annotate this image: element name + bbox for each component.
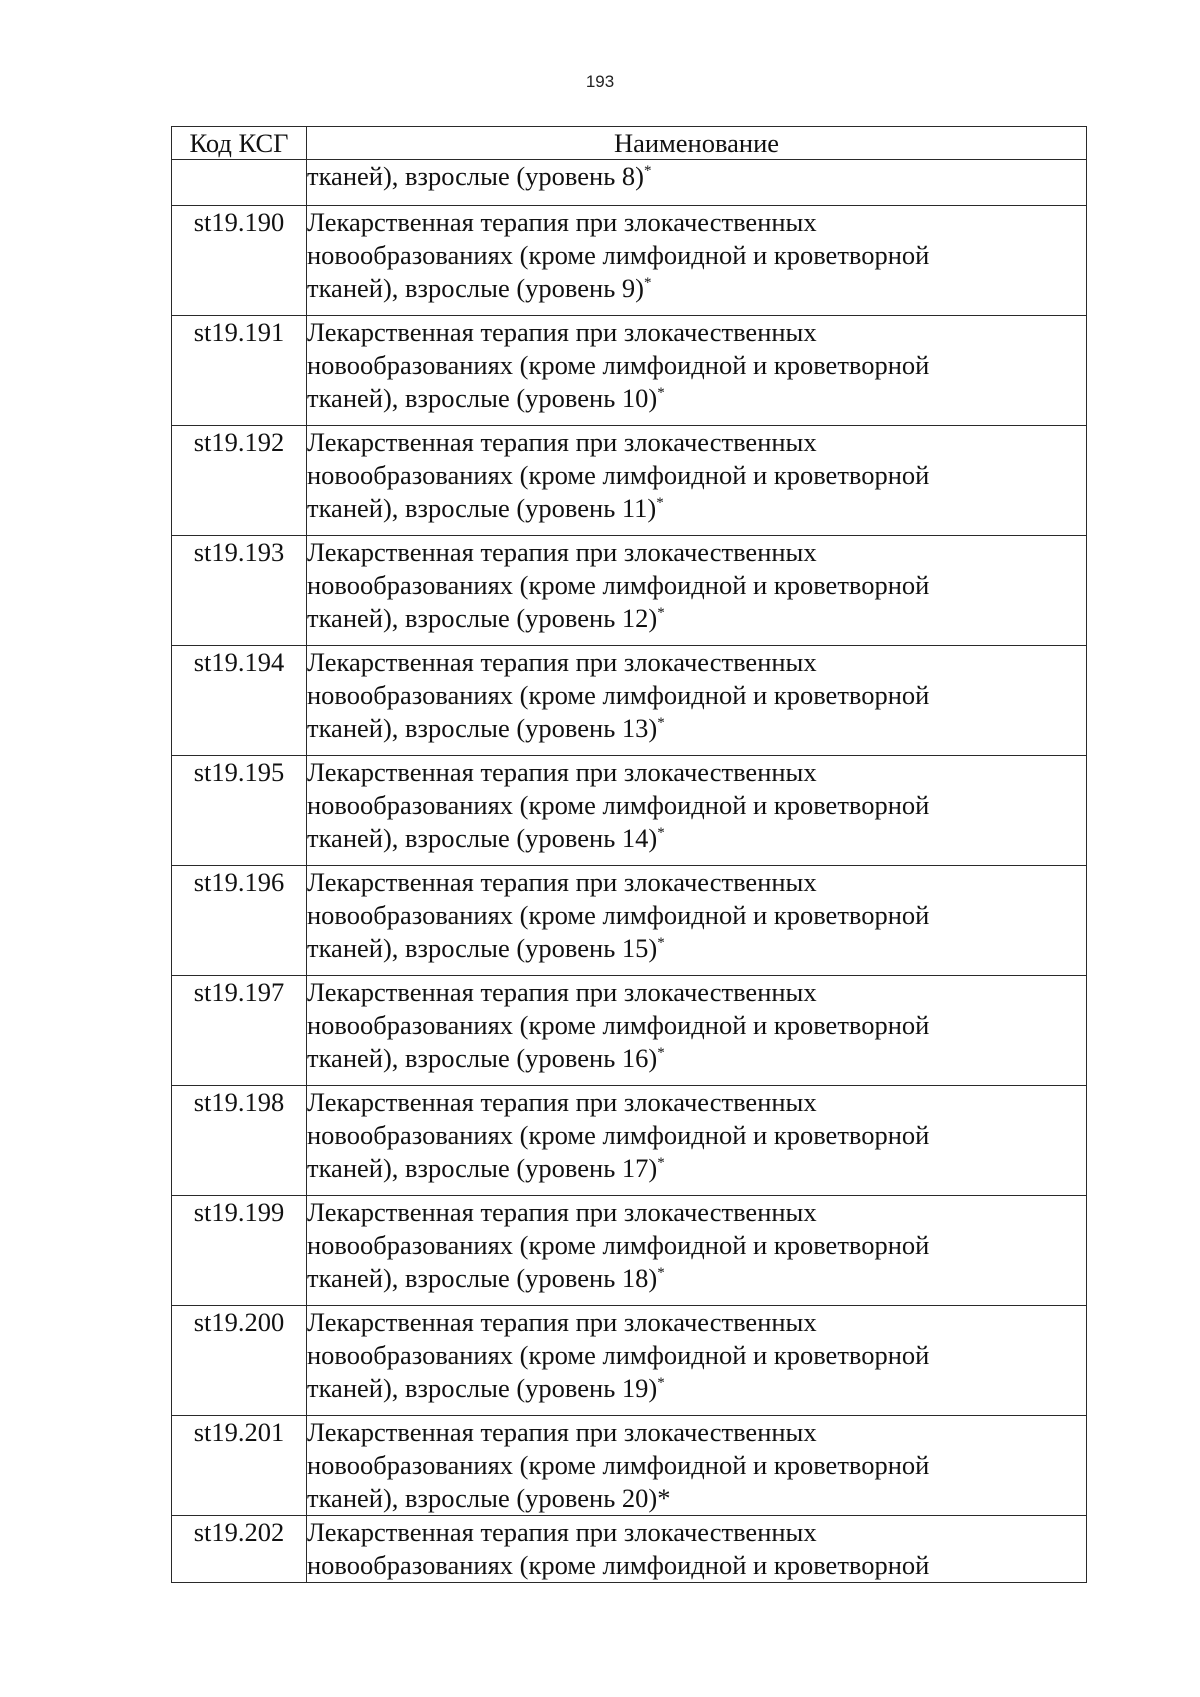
header-name: Наименование (307, 127, 1087, 160)
name-text: Лекарственная терапия при злокачественных (307, 1197, 817, 1227)
name-text: тканей), взрослые (уровень 18) (307, 1263, 658, 1293)
name-cell (307, 866, 1087, 976)
code-cell: st19.196 (172, 866, 307, 976)
name-text: тканей), взрослые (уровень 11) (307, 493, 657, 523)
name-text: Лекарственная терапия при злокачественных (307, 757, 817, 787)
name-text: тканей), взрослые (уровень 14) (307, 823, 658, 853)
name-line (307, 756, 1086, 789)
name-line (307, 1196, 1086, 1229)
code-cell: st19.201 (172, 1416, 307, 1516)
name-line (307, 569, 1086, 602)
table-row (172, 1516, 1087, 1583)
name-line (307, 932, 1086, 965)
name-line (307, 866, 1086, 899)
footnote-mark: * (657, 1265, 665, 1282)
table-row (172, 426, 1087, 536)
code-cell: st19.191 (172, 316, 307, 426)
name-line (307, 976, 1086, 1009)
footnote-mark: * (657, 1375, 665, 1392)
page-number: 193 (585, 72, 615, 91)
name-line (307, 646, 1086, 679)
code-cell: st19.199 (172, 1196, 307, 1306)
table-row (172, 866, 1087, 976)
name-line (307, 1306, 1086, 1339)
name-cell (307, 646, 1087, 756)
name-text: новообразованиях (кроме лимфоидной и кроветворной (307, 1120, 930, 1150)
name-line (307, 1516, 1086, 1549)
name-cell (307, 1306, 1087, 1416)
name-text: новообразованиях (кроме лимфоидной и кроветворной (307, 1010, 930, 1040)
name-text: тканей), взрослые (уровень 15) (307, 933, 658, 963)
name-text: новообразованиях (кроме лимфоидной и кроветворной (307, 1550, 930, 1580)
name-text: тканей), взрослые (уровень 12) (307, 603, 658, 633)
name-line (307, 206, 1086, 239)
name-text: тканей), взрослые (уровень 9) (307, 273, 644, 303)
name-text: тканей), взрослые (уровень 13) (307, 713, 658, 743)
footnote-mark: * (644, 275, 652, 292)
code-cell: st19.194 (172, 646, 307, 756)
name-line (307, 1042, 1086, 1075)
name-line (307, 899, 1086, 932)
name-line (307, 1549, 1086, 1582)
name-line (307, 602, 1086, 635)
name-text: новообразованиях (кроме лимфоидной и кроветворной (307, 240, 930, 270)
name-line (307, 1009, 1086, 1042)
name-line (307, 1416, 1086, 1449)
name-text: тканей), взрослые (уровень 8) (307, 161, 644, 191)
name-cell (307, 536, 1087, 646)
name-text: Лекарственная терапия при злокачественных (307, 317, 817, 347)
name-text: Лекарственная терапия при злокачественных (307, 977, 817, 1007)
name-text: Лекарственная терапия при злокачественных (307, 1307, 817, 1337)
name-text: Лекарственная терапия при злокачественных (307, 867, 817, 897)
name-cell (307, 756, 1087, 866)
table-row (172, 756, 1087, 866)
table-row-continuation (172, 160, 1087, 206)
name-text: новообразованиях (кроме лимфоидной и кроветворной (307, 460, 930, 490)
name-line (307, 679, 1086, 712)
name-line (307, 536, 1086, 569)
name-text: Лекарственная терапия при злокачественных (307, 427, 817, 457)
name-line (307, 1449, 1086, 1482)
name-line (307, 160, 1086, 193)
name-line (307, 712, 1086, 745)
name-text: Лекарственная терапия при злокачественных (307, 1417, 817, 1447)
table-row (172, 316, 1087, 426)
table-header-row (172, 127, 1087, 160)
code-cell (172, 160, 307, 206)
name-cell (307, 316, 1087, 426)
code-cell: st19.200 (172, 1306, 307, 1416)
name-text: тканей), взрослые (уровень 10) (307, 383, 658, 413)
name-text: Лекарственная терапия при злокачественных (307, 207, 817, 237)
name-cell (307, 1416, 1087, 1516)
code-cell: st19.202 (172, 1516, 307, 1583)
name-text: тканей), взрослые (уровень 19) (307, 1373, 658, 1403)
name-line (307, 789, 1086, 822)
name-line (307, 492, 1086, 525)
table-row (172, 536, 1087, 646)
name-cell (307, 1516, 1087, 1583)
name-line (307, 1152, 1086, 1185)
code-cell: st19.195 (172, 756, 307, 866)
name-text: новообразованиях (кроме лимфоидной и кроветворной (307, 1450, 930, 1480)
name-text: новообразованиях (кроме лимфоидной и кроветворной (307, 350, 930, 380)
code-cell: st19.193 (172, 536, 307, 646)
name-text: новообразованиях (кроме лимфоидной и кроветворной (307, 1340, 930, 1370)
footnote-mark: * (657, 1155, 665, 1172)
footnote-mark: * (657, 385, 665, 402)
name-cell (307, 1196, 1087, 1306)
table-row (172, 1416, 1087, 1516)
table-row (172, 1306, 1087, 1416)
name-text: тканей), взрослые (уровень 16) (307, 1043, 658, 1073)
footnote-mark: * (657, 605, 665, 622)
name-cell (307, 426, 1087, 536)
table-row (172, 206, 1087, 316)
footnote-mark: * (657, 935, 665, 952)
name-text: Лекарственная терапия при злокачественных (307, 647, 817, 677)
name-text: новообразованиях (кроме лимфоидной и кроветворной (307, 680, 930, 710)
name-text: новообразованиях (кроме лимфоидной и кроветворной (307, 900, 930, 930)
name-line (307, 1262, 1086, 1295)
footnote-mark: * (656, 495, 664, 512)
table-row (172, 646, 1087, 756)
name-cell (307, 1086, 1087, 1196)
name-line (307, 1229, 1086, 1262)
name-line (307, 1482, 1086, 1515)
name-text: тканей), взрослые (уровень 17) (307, 1153, 658, 1183)
name-line (307, 349, 1086, 382)
footnote-mark: * (657, 1045, 665, 1062)
name-cell (307, 206, 1087, 316)
name-text: новообразованиях (кроме лимфоидной и кроветворной (307, 570, 930, 600)
name-line (307, 1086, 1086, 1119)
footnote-mark: * (644, 163, 652, 180)
name-text: новообразованиях (кроме лимфоидной и кроветворной (307, 1230, 930, 1260)
table-row (172, 1196, 1087, 1306)
table-body (172, 160, 1087, 1583)
name-line (307, 1372, 1086, 1405)
table-row (172, 1086, 1087, 1196)
code-cell: st19.197 (172, 976, 307, 1086)
name-line (307, 822, 1086, 855)
table-row (172, 976, 1087, 1086)
name-text: новообразованиях (кроме лимфоидной и кроветворной (307, 790, 930, 820)
name-line (307, 316, 1086, 349)
code-cell: st19.190 (172, 206, 307, 316)
name-line (307, 1339, 1086, 1372)
header-code: Код КСГ (172, 127, 307, 160)
name-line (307, 426, 1086, 459)
name-line (307, 1119, 1086, 1152)
code-cell: st19.198 (172, 1086, 307, 1196)
name-text: Лекарственная терапия при злокачественных (307, 1517, 817, 1547)
footnote-mark: * (657, 715, 665, 732)
name-text: тканей), взрослые (уровень 20)* (307, 1483, 671, 1513)
name-line (307, 239, 1086, 272)
footnote-mark: * (657, 825, 665, 842)
code-cell: st19.192 (172, 426, 307, 536)
ksg-table (171, 126, 1087, 1583)
name-line (307, 459, 1086, 492)
name-text: Лекарственная терапия при злокачественных (307, 1087, 817, 1117)
name-line (307, 382, 1086, 415)
name-cell (307, 976, 1087, 1086)
name-cell (307, 160, 1087, 206)
name-line (307, 272, 1086, 305)
name-text: Лекарственная терапия при злокачественных (307, 537, 817, 567)
